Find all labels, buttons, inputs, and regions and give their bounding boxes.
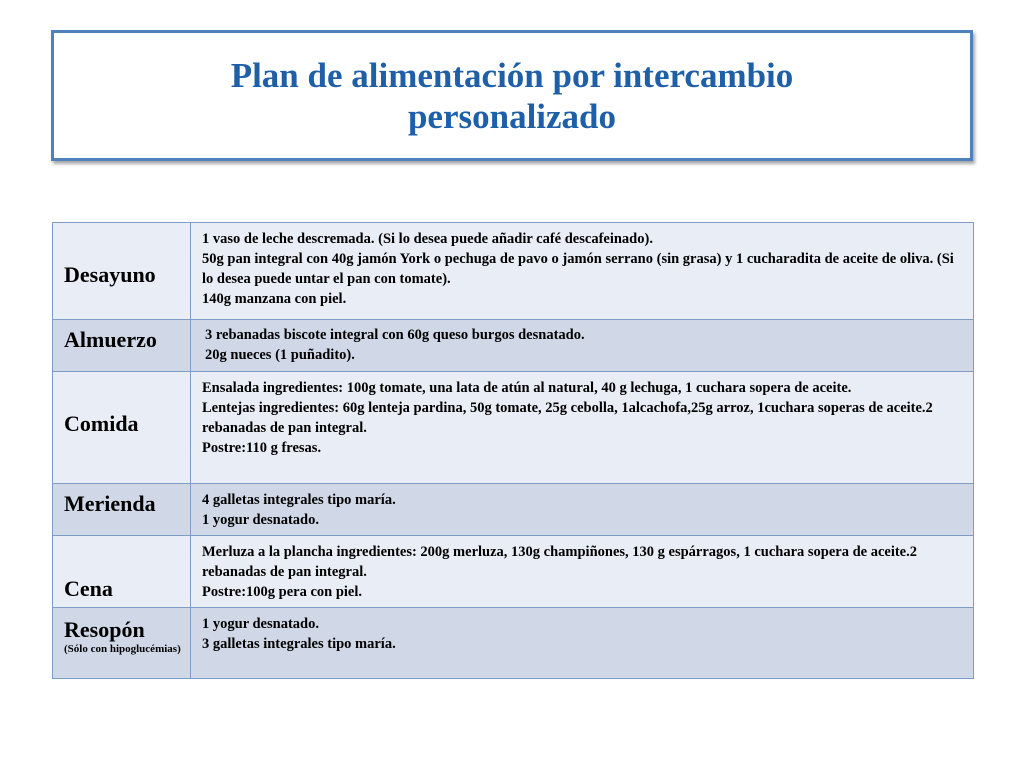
meal-label: Merienda [64,491,156,516]
description-line: Lentejas ingredientes: 60g lenteja pardina, 50g tomate, 25g cebolla, 1alcachofa,25g arroz, 1cuchara soperas de aceite.2 rebanadas de pan integral. [202,400,933,436]
table-row-merienda [53,484,974,536]
meal-cell [53,372,191,484]
meal-cell [53,484,191,536]
description-line: 1 yogur desnatado. [202,616,319,632]
meal-label: Comida [64,411,139,436]
description-line: Postre:100g pera con piel. [202,584,363,600]
description-line: 20g nueces (1 puñadito). [205,347,355,363]
description-line: 4 galletas integrales tipo maría. [202,492,396,508]
table-row-comida [53,372,974,484]
description-cell [191,372,974,484]
description-line: Merluza a la plancha ingredientes: 200g merluza, 130g champiñones, 130 g espárragos, 1 cuchara sopera de aceite.2 rebanadas de pan integral. [202,544,917,580]
table-row-almuerzo [53,320,974,372]
meal-plan-table [52,222,974,679]
meal-label: Resopón [64,617,145,642]
description-cell [191,223,974,320]
meal-note: (Sólo con hipoglucémias) [64,643,181,655]
description-cell [191,536,974,608]
page-title: Plan de alimentación por intercambio personalizado [230,55,794,136]
meal-label: Almuerzo [64,327,157,352]
description-line: 3 rebanadas biscote integral con 60g queso burgos desnatado. [205,327,585,343]
meal-label: Cena [64,576,113,601]
description-line: 3 galletas integrales tipo maría. [202,636,396,652]
table-row-resopon [53,608,974,679]
description-line: 1 yogur desnatado. [202,512,319,528]
meal-cell [53,223,191,320]
description-cell [191,320,974,372]
meal-cell [53,536,191,608]
table-row-desayuno [53,223,974,320]
description-line: 140g manzana con piel. [202,291,347,307]
description-cell [191,608,974,679]
meal-cell [53,608,191,679]
description-line: Ensalada ingredientes: 100g tomate, una lata de atún al natural, 40 g lechuga, 1 cuchara sopera de aceite. [202,380,852,396]
description-line: 50g pan integral con 40g jamón York o pechuga de pavo o jamón serrano (sin grasa) y 1 cucharadita de aceite de oliva. (Si lo desea puede untar el pan con tomate). [202,251,954,287]
description-line: Postre:110 g fresas. [202,440,322,456]
description-line: 1 vaso de leche descremada. (Si lo desea puede añadir café descafeinado). [202,231,653,247]
meal-cell [53,320,191,372]
table-row-cena [53,536,974,608]
description-cell [191,484,974,536]
meal-label: Desayuno [64,262,156,287]
title-box [51,30,973,161]
